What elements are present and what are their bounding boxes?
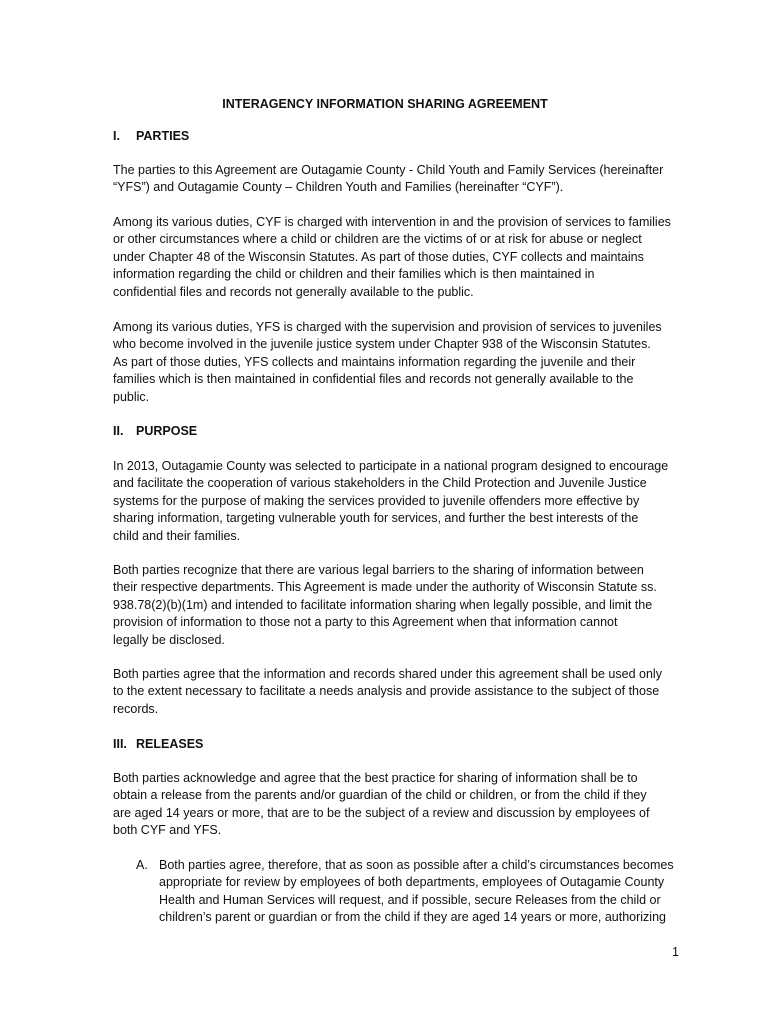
text-line: confidential files and records not generally available to the public. — [113, 284, 474, 299]
text-line: In 2013, Outagamie County was selected to participate in a national program designed to encourage — [113, 459, 669, 473]
text-line: Health and Human Services will request, and if possible, secure Releases from the child or — [159, 892, 661, 907]
section-number: III. — [113, 737, 127, 751]
text-line: obtain a release from the parents and/or guardian of the child or children, or from the child if they — [113, 788, 647, 803]
paragraph — [113, 770, 713, 840]
text-line: and facilitate the cooperation of various stakeholders in the Child Protection and Juvenile Justice — [113, 476, 647, 491]
section-title: PARTIES — [136, 129, 190, 143]
list-marker: A. — [136, 858, 148, 872]
text-line: systems for the purpose of making the services provided to juvenile offenders more effective by — [113, 493, 640, 508]
text-line: children’s parent or guardian or from the child if they are aged 14 years or more, authorizing — [159, 910, 666, 925]
paragraph — [113, 458, 713, 545]
section-title: PURPOSE — [136, 424, 198, 438]
text-line: sharing information, targeting vulnerable youth for services, and further the best interests of the — [113, 511, 639, 526]
text-line: As part of those duties, YFS collects and maintains information regarding the juvenile and their — [113, 354, 636, 369]
text-line: legally be disclosed. — [113, 632, 225, 647]
paragraph — [113, 666, 713, 718]
page-number: 1 — [672, 945, 679, 959]
text-line: Both parties agree, therefore, that as soon as possible after a child’s circumstances becomes — [159, 858, 674, 872]
document-title: INTERAGENCY INFORMATION SHARING AGREEMENT — [222, 97, 548, 111]
text-line: Among its various duties, YFS is charged with the supervision and provision of services to juveniles — [113, 320, 662, 334]
paragraph — [113, 214, 713, 301]
text-line: 938.78(2)(b)(1m) and intended to facilitate information sharing when legally possible, and limit the — [113, 597, 653, 612]
text-line: Among its various duties, CYF is charged with intervention in and the provision of services to families — [113, 215, 671, 229]
section-title: RELEASES — [136, 737, 204, 751]
section-heading-releases — [113, 736, 203, 753]
section-number: II. — [113, 424, 124, 438]
paragraph — [113, 562, 713, 649]
text-line: or other circumstances where a child or children are the victims of or at risk for abuse or neglect — [113, 232, 642, 247]
text-line: Both parties recognize that there are various legal barriers to the sharing of information between — [113, 563, 644, 577]
text-line: both CYF and YFS. — [113, 823, 222, 838]
section-heading-purpose — [113, 423, 197, 440]
paragraph — [113, 162, 713, 197]
text-line: Both parties agree that the information and records shared under this agreement shall be used only — [113, 667, 662, 681]
paragraph — [113, 319, 713, 406]
section-heading-parties — [113, 128, 189, 145]
text-line: Both parties acknowledge and agree that the best practice for sharing of information shall be to — [113, 771, 638, 785]
text-line: records. — [113, 701, 159, 716]
text-line: are aged 14 years or more, that are to be the subject of a review and discussion by employees of — [113, 805, 650, 820]
text-line: who become involved in the juvenile justice system under Chapter 938 of the Wisconsin Statutes. — [113, 337, 651, 352]
text-line: “YFS”) and Outagamie County – Children Youth and Families (hereinafter “CYF”). — [113, 180, 564, 195]
text-line: under Chapter 48 of the Wisconsin Statutes. As part of those duties, CYF collects and maintains — [113, 249, 644, 264]
text-line: information regarding the child or children and their families which is then maintained in — [113, 267, 595, 282]
list-item — [136, 857, 716, 927]
text-line: appropriate for review by employees of both departments, employees of Outagamie County — [159, 875, 665, 890]
text-line: provision of information to those not a party to this Agreement when that information cannot — [113, 615, 618, 630]
text-line: families which is then maintained in confidential files and records not generally available to the — [113, 372, 634, 387]
section-number: I. — [113, 129, 120, 143]
text-line: child and their families. — [113, 528, 241, 543]
text-line: their respective departments. This Agreement is made under the authority of Wisconsin Statute ss. — [113, 580, 657, 595]
text-line: to the extent necessary to facilitate a needs analysis and provide assistance to the subject of those — [113, 684, 660, 699]
text-line: public. — [113, 389, 150, 404]
text-line: The parties to this Agreement are Outagamie County - Child Youth and Family Services (hereinafter — [113, 163, 664, 177]
